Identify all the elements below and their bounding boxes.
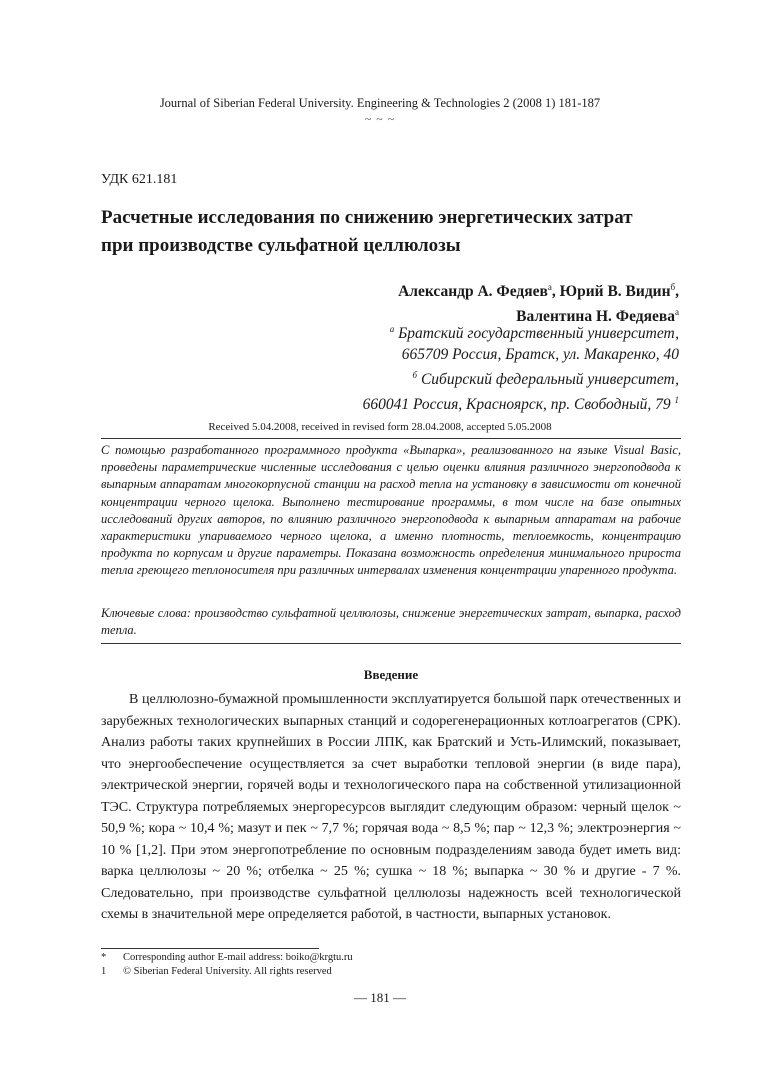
- abstract: С помощью разработанного программного продукта «Выпарка», реализованного на языке Visual Basic, проведены параметрические численные исследования с целью оценки влияния различного энергоподвода к выпарным аппаратам многокорпусной станции на расход тепла на установку в зависимости от конечной концентрации черного щелока. Выполнено тестирование программы, в том числе на базе опытных исследований других авторов, по влиянию различного энергоподвода к выпарным аппаратам на рабочие характеристики упариваемого черного щелока, а именно плотность, теплоемкость, концентрацию продукта по корпусам и другие параметры. Показана возможность определения минимального прироста тепла греющего теплоносителя при различных интервалах изменения концентрации упаренного продукта.: [101, 443, 681, 578]
- affil-b-name: Сибирский федеральный университет,: [417, 371, 679, 389]
- author-2-comma: ,: [675, 283, 679, 301]
- header-ornament: ~ ~ ~: [364, 112, 396, 126]
- footnote-1-mark: *: [101, 952, 107, 963]
- affil-b-footnote-mark: 1: [674, 395, 679, 406]
- affil-a-name: Братский государственный университет,: [394, 325, 679, 343]
- footnote-1-text: Corresponding author E-mail address: boiko@krgtu.ru: [123, 952, 353, 963]
- author-3: Валентина Н. Федяева: [516, 308, 675, 326]
- footnote-rule: [101, 948, 319, 949]
- abstract-bottom-rule: [101, 643, 681, 644]
- udk-code: УДК 621.181: [101, 172, 178, 187]
- author-3-affil: а: [675, 307, 679, 318]
- author-1-affil: а: [547, 282, 552, 292]
- author-1: Александр А. Федяев: [398, 283, 548, 301]
- abstract-top-rule: [101, 438, 681, 439]
- keywords: Ключевые слова: производство сульфатной целлюлозы, снижение энергетических затрат, выпарка, расход тепла.: [101, 606, 681, 638]
- affil-b-address: 660041 Россия, Красноярск, пр. Свободный, 79: [362, 396, 675, 414]
- title-line-2: при производстве сульфатной целлюлозы: [101, 235, 461, 256]
- affiliations: [159, 319, 679, 415]
- author-2: Юрий В. Видин: [559, 283, 671, 301]
- author-2-affil: б: [670, 282, 676, 292]
- received-dates: Received 5.04.2008, received in revised form 28.04.2008, accepted 5.05.2008: [208, 421, 552, 433]
- title-line-1: Расчетные исследования по снижению энергетических затрат: [101, 207, 633, 228]
- footnote-2: [101, 965, 681, 979]
- footnote-2-mark: 1: [101, 966, 107, 977]
- footnote-2-text: © Siberian Federal University. All rights reserved: [123, 966, 332, 977]
- page-number: — 181 —: [354, 990, 406, 1005]
- author-separator: ,: [551, 283, 560, 301]
- article-title: [101, 204, 681, 260]
- affil-a-mark: а: [389, 324, 395, 334]
- intro-paragraph: В целлюлозно-бумажной промышленности эксплуатируется большой парк отечественных и зарубежных технологических выпарных станций и содорегенерационных котлоагрегатов (СРК). Анализ работы таких крупнейших в России ЛПК, как Братский и Усть-Илимский, показывает, что энергообеспечение осуществляется за счет выработки тепловой энергии (в виде пара), электрической энергии, горячей воды и технологического пара на собственной утилизационной ТЭС. Структура потребляемых энергоресурсов выглядит следующим образом: черный щелок ~ 50,9 %; кора ~ 10,4 %; мазут и пек ~ 7,7 %; горячая вода ~ 8,5 %; пар ~ 12,3 %; электроэнергия ~ 10 % [1,2]. При этом энергопотребление по основным подразделениям завода будет иметь вид: варка целлюлозы ~ 20 %; отбелка ~ 25 %; сушка ~ 18 %; выпарка ~ 30 % и другие - 7 %. Следовательно, при производстве сульфатной целлюлозы надежность всей технологической схемы в значительной мере определяется работой, в частности, выпарных установок.: [101, 692, 681, 922]
- section-title: Введение: [363, 667, 419, 682]
- affil-a-address: 665709 Россия, Братск, ул. Макаренко, 40: [401, 346, 679, 364]
- journal-header: Journal of Siberian Federal University. Engineering & Technologies 2 (2008 1) 181-187: [159, 96, 601, 110]
- footnote-1: [101, 951, 681, 965]
- affil-b-mark: б: [412, 370, 418, 381]
